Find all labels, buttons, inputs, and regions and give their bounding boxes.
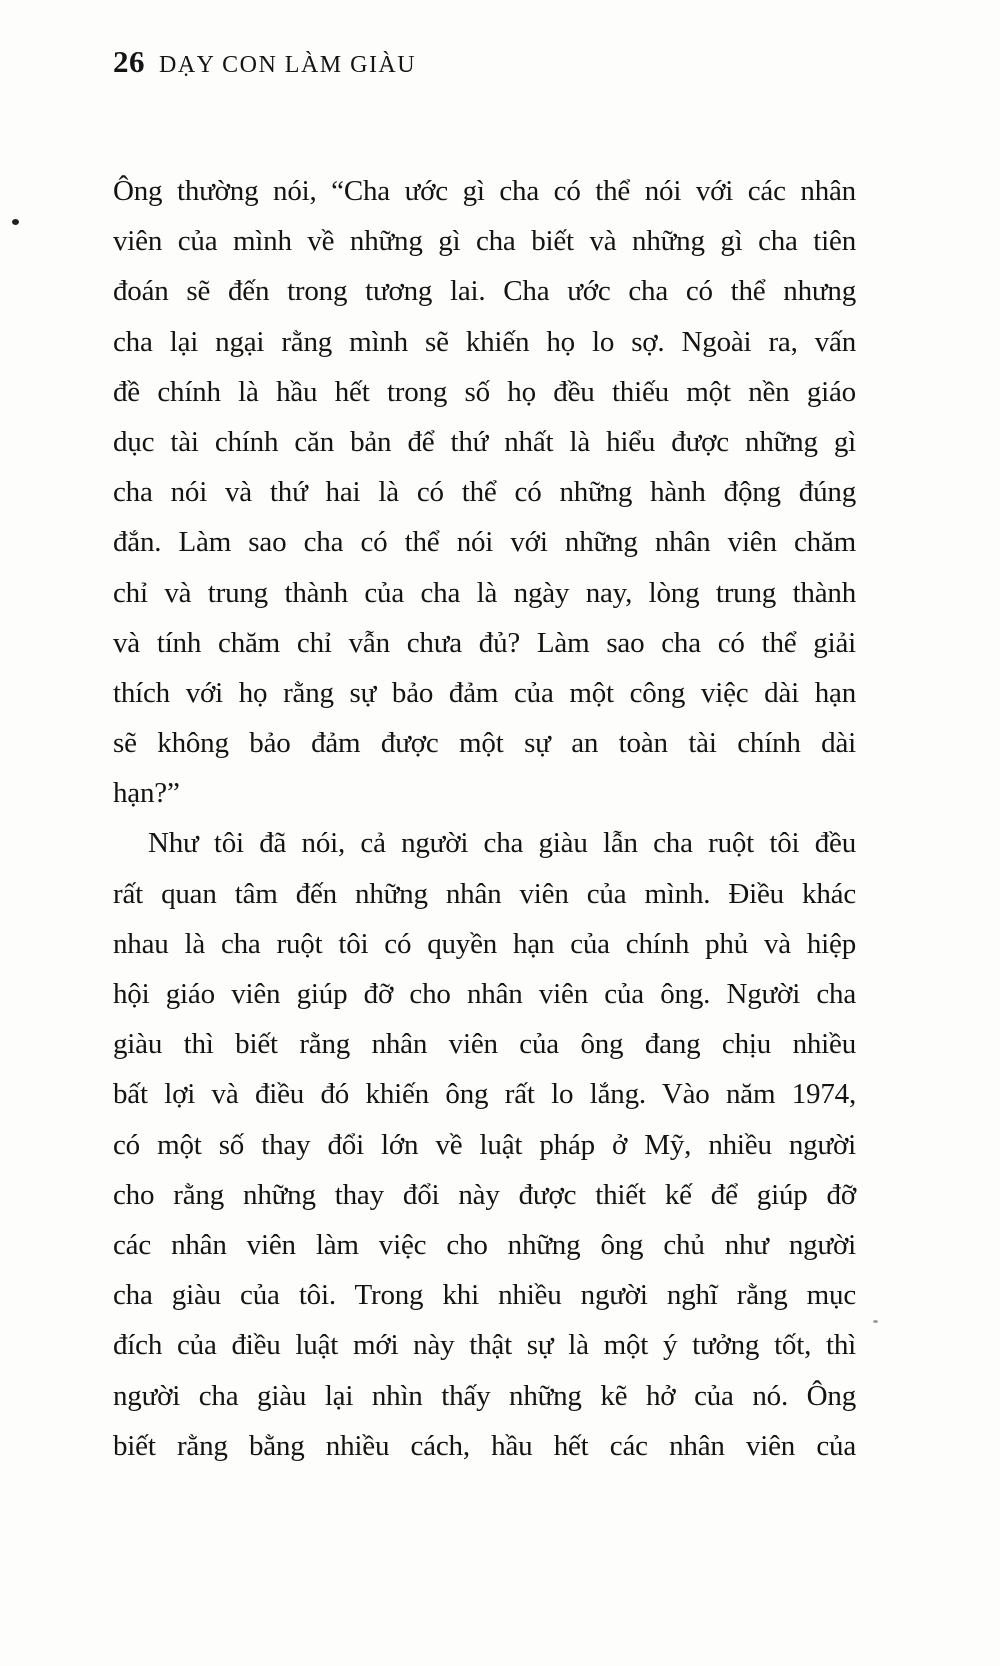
text-line: có một số thay đổi lớn về luật pháp ở Mỹ, nhiều người	[113, 1128, 856, 1161]
text-line: cha giàu của tôi. Trong khi nhiều người nghĩ rằng mục	[113, 1279, 856, 1312]
text-line: người cha giàu lại nhìn thấy những kẽ hở của nó. Ông	[113, 1379, 856, 1412]
text-line: chỉ và trung thành của cha là ngày nay, lòng trung thành	[113, 576, 856, 609]
text-line: cha lại ngại rằng mình sẽ khiến họ lo sợ. Ngoài ra, vấn	[113, 325, 856, 358]
text-line: Ông thường nói, “Cha ước gì cha có thể nói với các nhân	[113, 175, 856, 207]
text-line: cha nói và thứ hai là có thể có những hành động đúng	[113, 476, 856, 509]
text-block	[113, 166, 856, 1471]
text-line: và tính chăm chỉ vẫn chưa đủ? Làm sao cha có thể giải	[113, 626, 856, 659]
book-title: DẠY CON LÀM GIÀU	[159, 52, 417, 78]
text-line: đắn. Làm sao cha có thể nói với những nhân viên chăm	[113, 526, 856, 559]
text-line: dục tài chính căn bản để thứ nhất là hiểu được những gì	[113, 425, 856, 458]
text-line: viên của mình về những gì cha biết và những gì cha tiên	[113, 225, 856, 258]
text-line: đích của điều luật mới này thật sự là một ý tưởng tốt, thì	[113, 1329, 856, 1362]
text-line: đề chính là hầu hết trong số họ đều thiếu một nền giáo	[113, 375, 856, 408]
text-line: nhau là cha ruột tôi có quyền hạn của chính phủ và hiệp	[113, 927, 856, 960]
text-line: Như tôi đã nói, cả người cha giàu lẫn cha ruột tôi đều	[148, 827, 856, 860]
text-line: rất quan tâm đến những nhân viên của mình. Điều khác	[113, 877, 856, 910]
text-line: bất lợi và điều đó khiến ông rất lo lắng. Vào năm 1974,	[113, 1078, 856, 1111]
paragraph	[113, 818, 856, 1470]
text-line: cho rằng những thay đổi này được thiết kế để giúp đỡ	[113, 1178, 856, 1211]
text-line: sẽ không bảo đảm được một sự an toàn tài chính dài	[113, 727, 856, 760]
text-line: các nhân viên làm việc cho những ông chủ như người	[113, 1228, 856, 1261]
ink-speck	[873, 1320, 878, 1323]
page-number: 26	[113, 44, 145, 79]
text-line: thích với họ rằng sự bảo đảm của một công việc dài hạn	[113, 676, 856, 709]
text-line: hạn?”	[113, 777, 180, 810]
text-line: giàu thì biết rằng nhân viên của ông đang chịu nhiều	[113, 1028, 856, 1061]
text-line: đoán sẽ đến trong tương lai. Cha ước cha có thể nhưng	[113, 275, 856, 308]
text-line: biết rằng bằng nhiều cách, hầu hết các nhân viên của	[113, 1429, 856, 1462]
paragraph	[113, 166, 856, 818]
text-line: hội giáo viên giúp đỡ cho nhân viên của ông. Người cha	[113, 978, 856, 1010]
page-header	[113, 44, 416, 80]
ink-speck	[12, 219, 19, 225]
